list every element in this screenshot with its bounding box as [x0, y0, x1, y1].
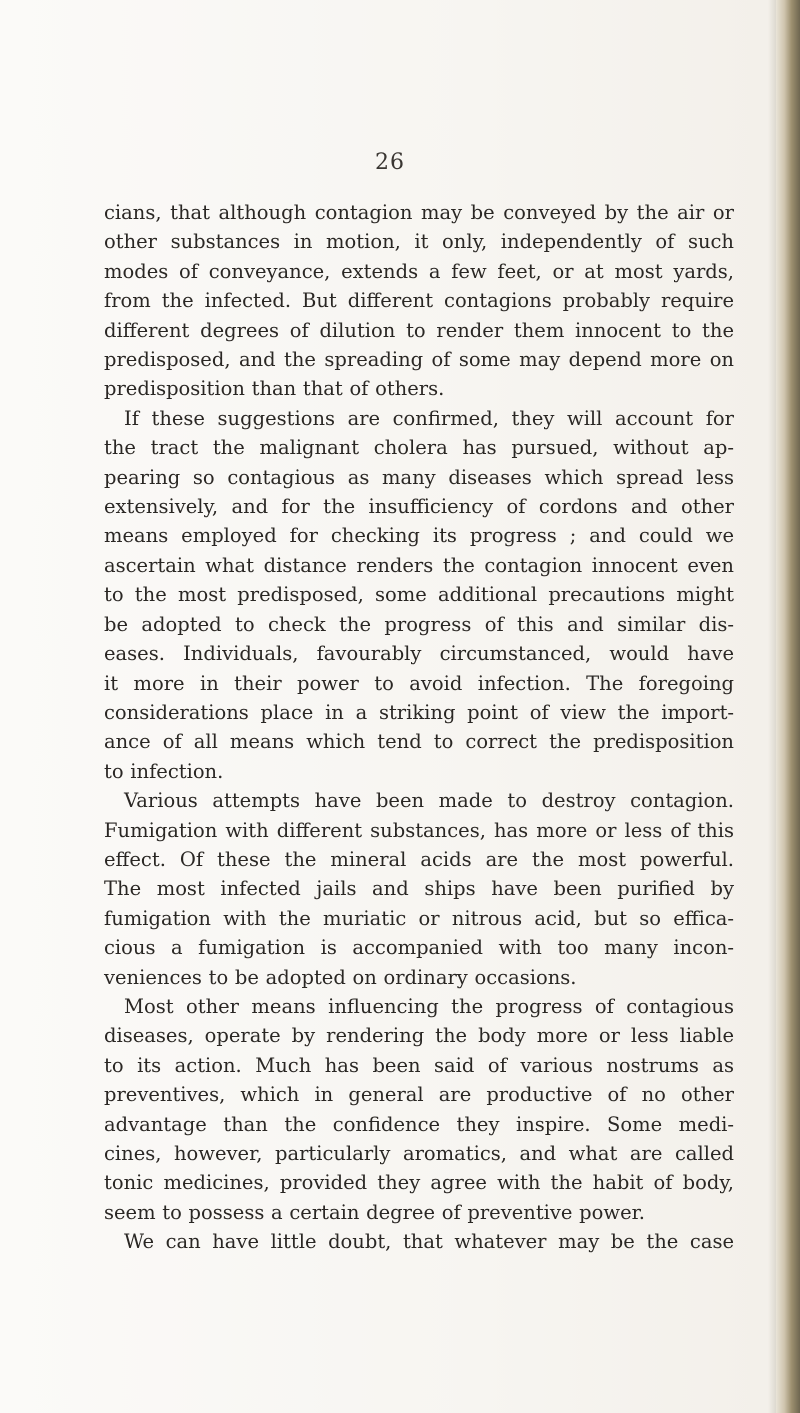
text-line: tonic medicines, provided they agree with the habit of body, — [104, 1171, 734, 1195]
paragraph-start-line: Various attempts have been made to destroy contagion. — [124, 789, 734, 813]
body-text — [104, 198, 734, 1257]
paragraph-end-line: veniences to be adopted on ordinary occasions. — [104, 965, 577, 989]
paragraph-end-line: seem to possess a certain degree of preventive power. — [104, 1200, 645, 1224]
text-line: to its action. Much has been said of various nostrums as — [104, 1053, 734, 1077]
paragraph-start-line: Most other means influencing the progress of contagious — [124, 994, 734, 1018]
text-line: extensively, and for the insufficiency of cordons and other — [104, 495, 734, 519]
text-line: advantage than the confidence they inspire. Some medi- — [104, 1112, 734, 1136]
text-line: from the infected. But different contagions probably require — [104, 289, 734, 313]
text-line: diseases, operate by rendering the body more or less liable — [104, 1024, 734, 1048]
text-line: predisposed, and the spreading of some may depend more on — [104, 348, 734, 372]
text-line: modes of conveyance, extends a few feet, or at most yards, — [104, 259, 734, 283]
text-line: the tract the malignant cholera has pursued, without ap- — [104, 436, 734, 460]
page-edge-shadow — [768, 0, 776, 1413]
text-line: preventives, which in general are productive of no other — [104, 1083, 734, 1107]
text-line: eases. Individuals, favourably circumstanced, would have — [104, 642, 734, 666]
text-line: cines, however, particularly aromatics, and what are called — [104, 1142, 734, 1165]
text-line: different degrees of dilution to render them innocent to the — [104, 318, 734, 342]
text-line: be adopted to check the progress of this and similar dis- — [104, 612, 734, 636]
text-line: to the most predisposed, some additional precautions might — [104, 583, 734, 607]
text-line: other substances in motion, it only, independently of such — [104, 230, 734, 254]
text-line: cious a fumigation is accompanied with too many incon- — [104, 936, 734, 960]
paragraph-start-line: If these suggestions are confirmed, they will account for — [124, 406, 734, 430]
text-line: it more in their power to avoid infection. The foregoing — [104, 671, 734, 695]
text-line: means employed for checking its progress ; and could we — [104, 524, 734, 548]
paragraph-end-line: predisposition than that of others. — [104, 377, 445, 401]
text-line: ance of all means which tend to correct the predisposition — [104, 730, 734, 754]
text-line: pearing so contagious as many diseases which spread less — [104, 465, 734, 489]
text-line: Fumigation with different substances, has more or less of this — [104, 818, 734, 842]
book-page-edge — [776, 0, 800, 1413]
paragraph-end-line: to infection. — [104, 759, 224, 783]
text-line: considerations place in a striking point of view the import- — [104, 700, 734, 724]
page-number: 26 — [375, 150, 405, 175]
text-line: ascertain what distance renders the contagion innocent even — [104, 553, 734, 577]
text-line: The most infected jails and ships have been purified by — [104, 877, 734, 901]
paragraph-start-line: We can have little doubt, that whatever may be the case — [124, 1230, 734, 1254]
text-line: effect. Of these the mineral acids are the most powerful. — [104, 847, 734, 871]
text-line: cians, that although contagion may be conveyed by the air or — [104, 201, 734, 224]
text-line: fumigation with the muriatic or nitrous acid, but so effica- — [104, 906, 734, 930]
